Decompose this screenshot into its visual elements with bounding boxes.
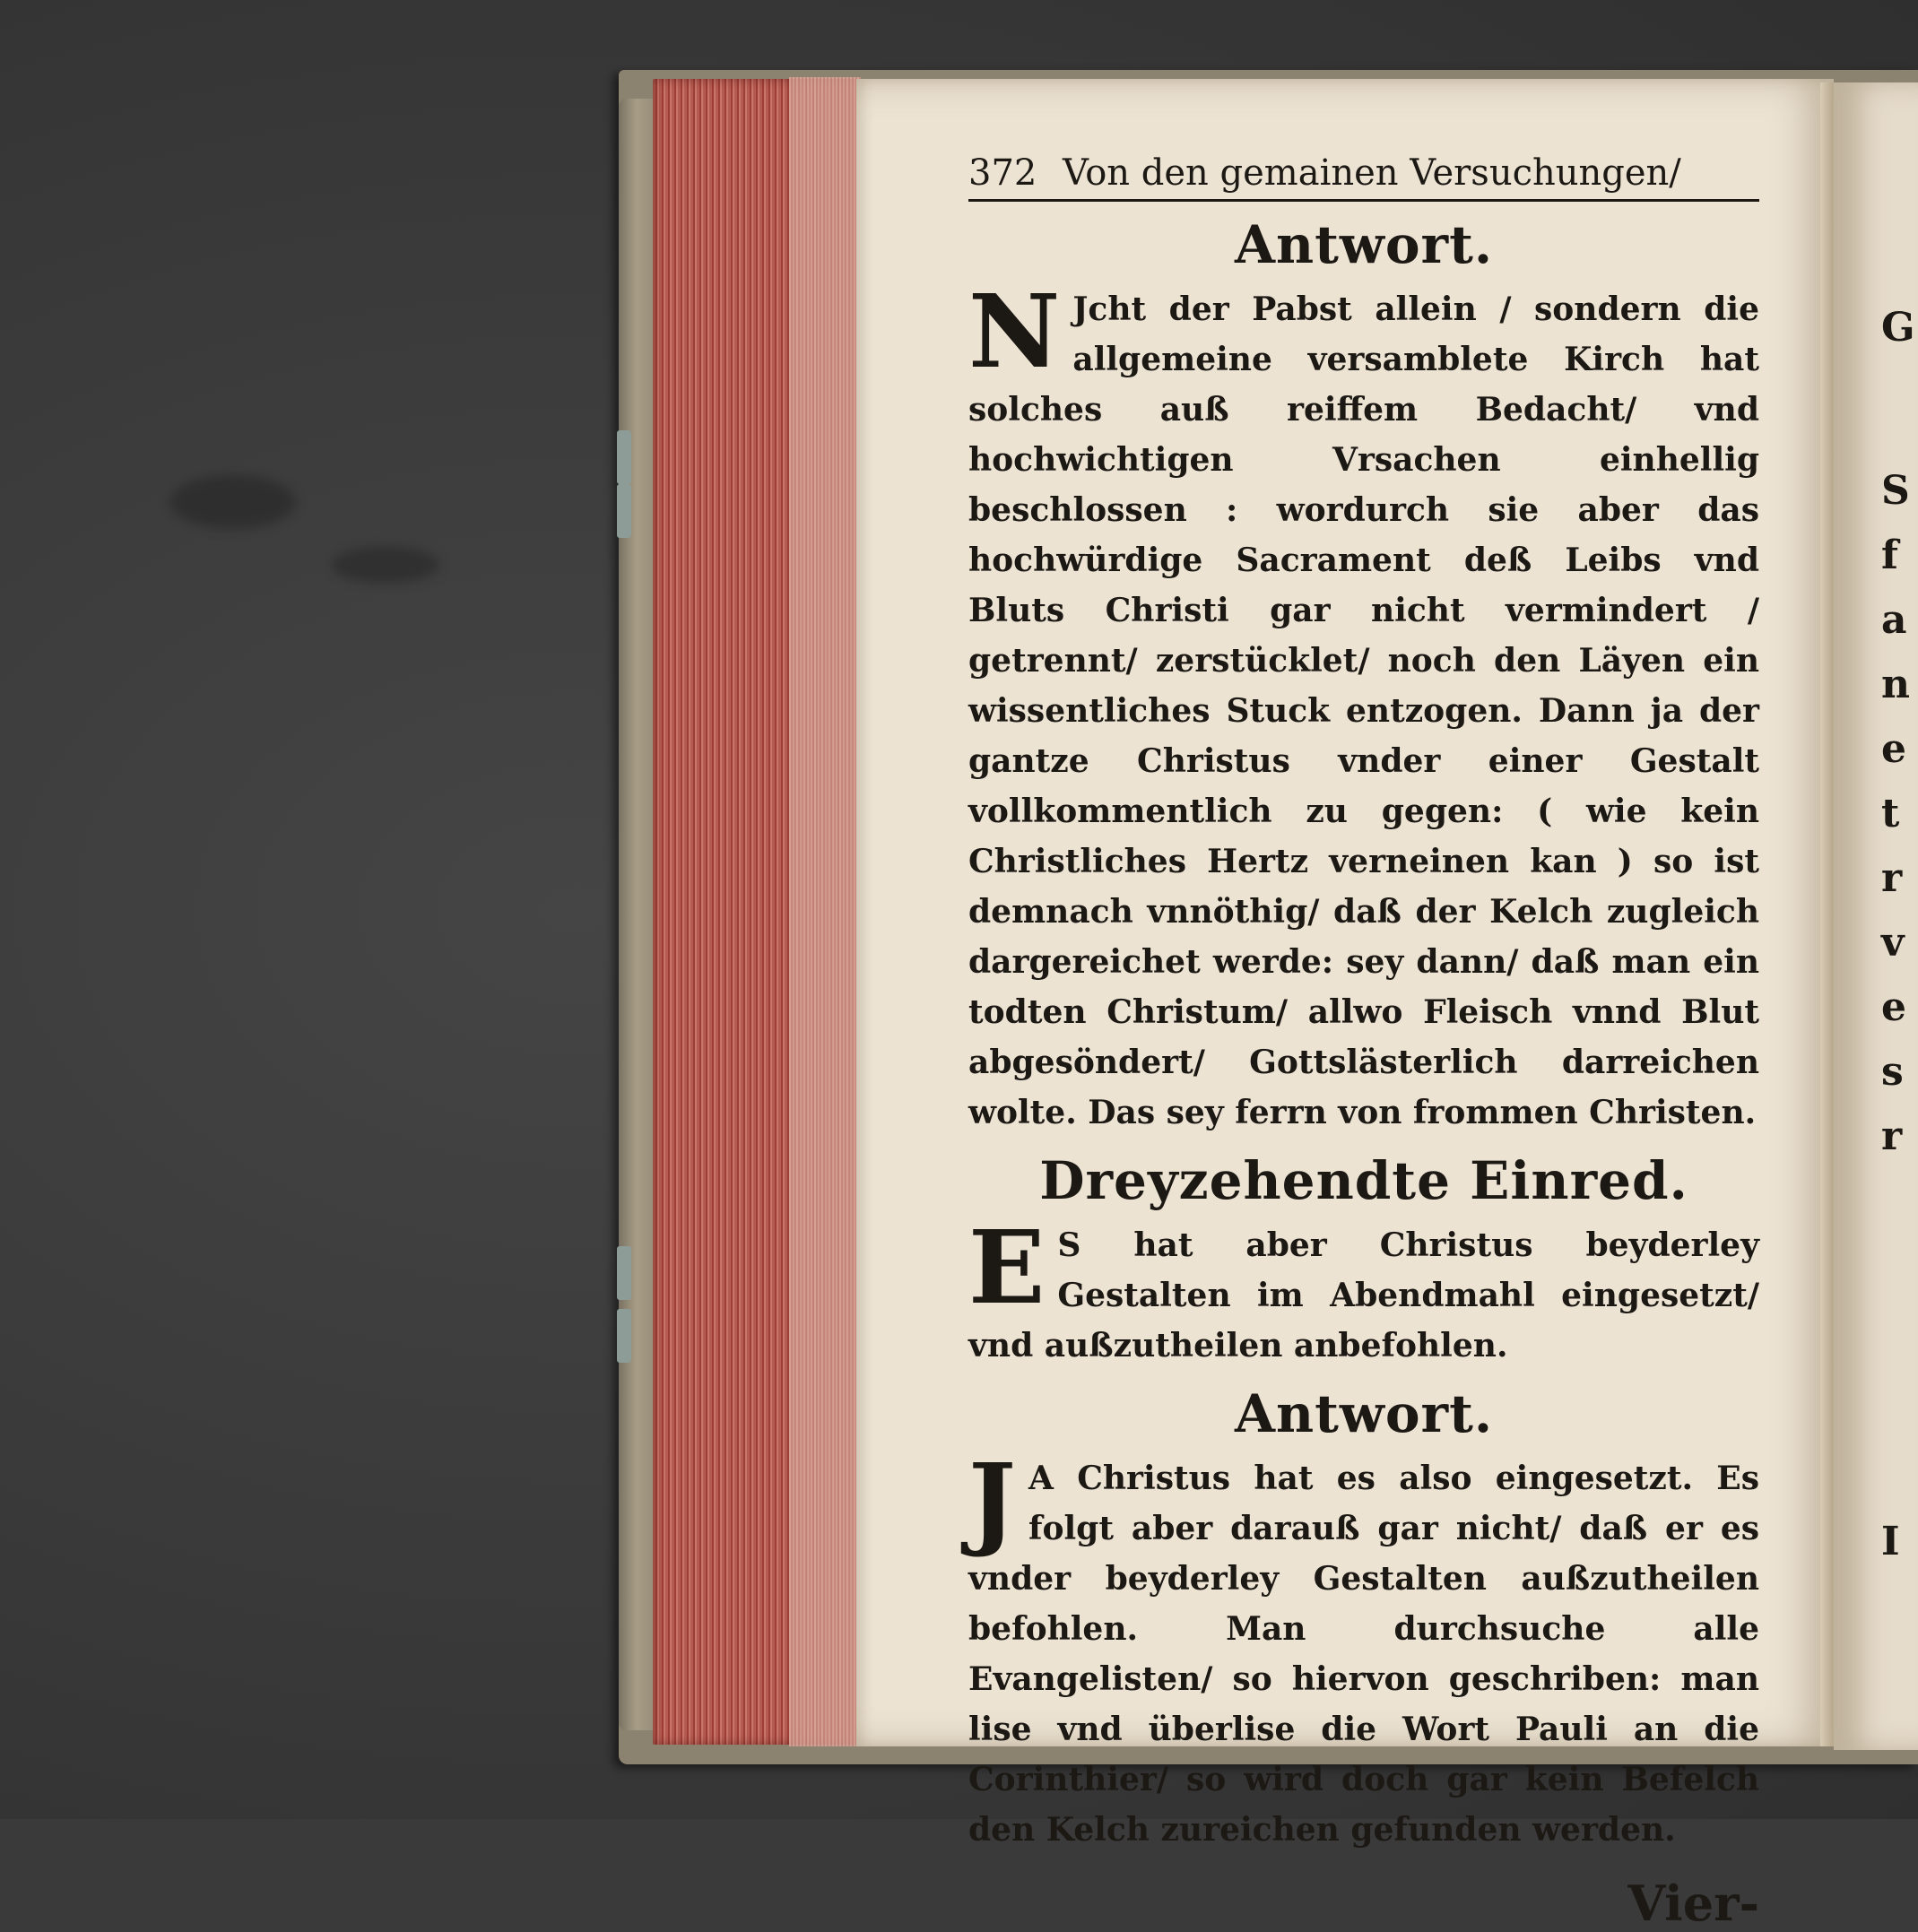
section-paragraph xyxy=(968,1209,1759,1371)
clasp xyxy=(617,1309,631,1363)
section xyxy=(968,1383,1759,1855)
facing-letter: r xyxy=(1881,855,1903,901)
drop-initial: N xyxy=(968,273,1061,391)
catchword: Vier- xyxy=(1627,1875,1759,1932)
background-smudge xyxy=(332,547,439,583)
paragraph-text: A Christus hat es also eingesetzt. Es folgt aber darauß gar nicht/ daß er es vnder beyderley Gestalten außzutheilen befohlen. Man durchsuche alle Evangelisten/ so hiervon geschriben: man lise vnd überlise die Wort Pauli an die Corinthier/ so wird doch gar kein Befelch den Kelch zureichen gefunden werden. xyxy=(968,1460,1759,1849)
facing-letter: v xyxy=(1881,920,1905,966)
facing-letter: t xyxy=(1881,791,1900,836)
page-number: 372 xyxy=(968,152,1037,194)
facing-letter: a xyxy=(1881,597,1907,643)
background-smudge xyxy=(170,475,296,529)
facing-letter: s xyxy=(1881,1049,1904,1095)
section-heading: Dreyzehendte Einred. xyxy=(1039,1150,1688,1211)
drop-initial: E xyxy=(968,1209,1046,1327)
page-header xyxy=(968,152,1759,202)
clasp xyxy=(617,1246,631,1300)
paragraph-text: S hat aber Christus beyderley Gestalten im Abendmahl eingesetzt/ vnd außzutheilen anbefohlen. xyxy=(968,1226,1759,1365)
facing-letter: S xyxy=(1881,468,1910,514)
facing-letter: G xyxy=(1881,305,1915,351)
section-paragraph xyxy=(968,1443,1759,1855)
drop-initial: J xyxy=(968,1443,1016,1560)
section-paragraph xyxy=(968,273,1759,1138)
clasp xyxy=(617,430,631,484)
facing-letter: I xyxy=(1881,1519,1900,1564)
page-text-block xyxy=(968,152,1759,1932)
running-title: Von den gemainen Versuchungen/ xyxy=(1063,152,1681,194)
facing-letter: e xyxy=(1881,726,1906,772)
facing-page-text xyxy=(1881,296,1917,1574)
page-edges-inner xyxy=(789,77,861,1746)
paragraph-text: Jcht der Pabst allein / sondern die allgemeine versamblete Kirch hat solches auß reiffem Bedacht/ vnd hochwichtigen Vrsachen einhellig beschlossen : wordurch sie aber das hochwürdige Sacrament deß Leibs vnd Bluts Christi gar nicht vermindert / getrennt/ zerstücklet/ noch den Läyen ein wissentliches Stuck entzogen. Dann ja der gantze Christus vnder einer Gestalt vollkommentlich zu gegen: ( wie kein Christliches Hertz verneinen kan ) so ist demnach vnnöthig/ daß der Kelch zugleich dargereichet werde: sey dann/ daß man ein todten Christum/ allwo Fleisch vnnd Blut abgesöndert/ Gottslästerlich darreichen wolte. Das sey ferrn von frommen Christen. xyxy=(968,290,1759,1131)
facing-letter: e xyxy=(1881,984,1906,1030)
facing-letter: n xyxy=(1881,662,1910,707)
facing-letter: f xyxy=(1881,533,1898,578)
section xyxy=(968,1150,1759,1371)
section-heading: Antwort. xyxy=(1234,214,1494,275)
section xyxy=(968,214,1759,1138)
section-heading: Antwort. xyxy=(1234,1383,1494,1444)
clasp xyxy=(617,484,631,538)
facing-letter: r xyxy=(1881,1113,1903,1159)
